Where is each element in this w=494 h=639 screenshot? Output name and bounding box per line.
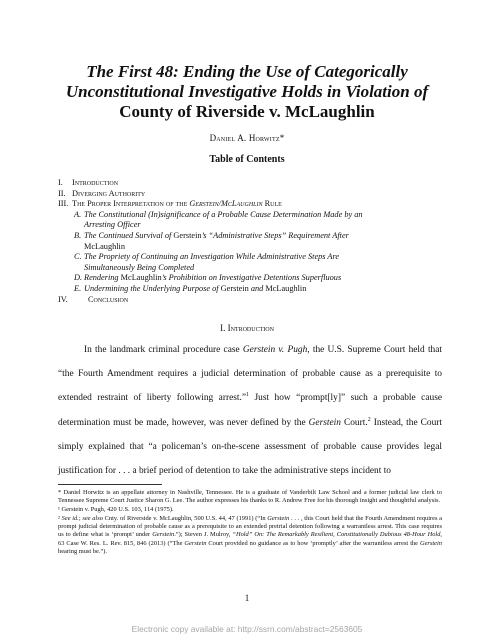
footnotes bbox=[58, 489, 442, 557]
toc-item: III. The Proper Interpretation of the Gerstein/McLaughlin Rule bbox=[58, 199, 282, 209]
toc-subitem: E. Undermining the Underlying Purpose of Gerstein and McLaughlin bbox=[74, 283, 307, 293]
footnote-author: * Daniel Horwitz is an appellate attorney in Nashville, Tennessee. He is a graduate of Vanderbilt Law School and a former judicial law clerk to Tennessee Supreme Court Justice Sharon G. Lee. The author expresses his thanks to R. Andrew Free for his thorough insight and thoughtful analysis. bbox=[58, 489, 442, 505]
title-line-1: The First 48: Ending the Use of Categorically bbox=[86, 62, 408, 81]
toc-item: II. Diverging Authority bbox=[58, 188, 146, 198]
paper-title bbox=[40, 62, 454, 122]
footnote-ref: 2 bbox=[367, 416, 371, 423]
toc-subitem: B. The Continued Survival of Gerstein’s “Administrative Steps” Requirement After McLaughlin bbox=[74, 230, 349, 251]
toc-heading: Table of Contents bbox=[209, 154, 285, 165]
footnote-ref: 1 bbox=[246, 392, 250, 399]
table-of-contents bbox=[58, 178, 438, 305]
toc-subitem: C. The Propriety of Continuing an Investigation While Administrative Steps Are Simultaneously Being Completed bbox=[74, 252, 340, 272]
title-line-2: Unconstitutional Investigative Holds in Violation of bbox=[65, 82, 429, 101]
section-heading: I. Introduction bbox=[220, 323, 274, 333]
page-number: 1 bbox=[244, 593, 250, 603]
toc-item: I. Introduction bbox=[58, 178, 119, 187]
toc-subitem: A. The Constitutional (In)significance of a Probable Cause Determination Made by an Arresting Officer bbox=[74, 209, 363, 230]
toc-subitem: D. Rendering McLaughlin’s Prohibition on Investigative Detentions Superfluous bbox=[74, 273, 342, 283]
title-line-3: County of Riverside v. McLaughlin bbox=[119, 102, 375, 121]
footnote-divider bbox=[58, 484, 162, 485]
author-name: Daniel A. Horwitz* bbox=[209, 133, 285, 143]
ssrn-footer-link[interactable]: Electronic copy available at: http://ssrn.com/abstract=2563605 bbox=[131, 624, 363, 634]
body-paragraph: In the landmark criminal procedure case Gerstein v. Pugh, the U.S. Supreme Court held that “the Fourth Amendment requires a judicial determination of probable cause as a prerequisite to extended restraint of liberty following arrest.”$^1$ Just how “prompt[ly]” such a probable cause determination must be made, however, was never defined by the Gerstein Court.$^2$ Instead, the Court simply explained that “a policeman’s on-the-scene assessment of probable cause provides legal justification for . . . a brief period of detention to take the administrative steps incident to bbox=[58, 345, 442, 477]
toc-item: IV. Conclusion bbox=[58, 294, 129, 304]
footnote-1: ¹ Gerstein v. Pugh, 420 U.S. 103, 114 (1975). bbox=[58, 506, 174, 514]
footnote-2: ² See id.; see also Cnty. of Riverside v. McLaughlin, 500 U.S. 44, 47 (1991) (“In Gerstein . . . , this Court held that the Fourth Amendment requires a prompt judicial determination of probable cause as a prerequisite to an extended pretrial detention following a warrantless arrest. This case requires us to define what is ‘prompt’ under Gerstein.”); Steven J. Mulroy, “Hold” On: The Remarkably Resilient, Constitutionally Dubious 48-Hour Hold, 63 Case W. Res. L. Rev. 815, 846 (2013) (“The Gerstein Court provided no guidance as to how ‘promptly’ after the warrantless arrest the Gerstein hearing must be.”). bbox=[58, 515, 443, 555]
